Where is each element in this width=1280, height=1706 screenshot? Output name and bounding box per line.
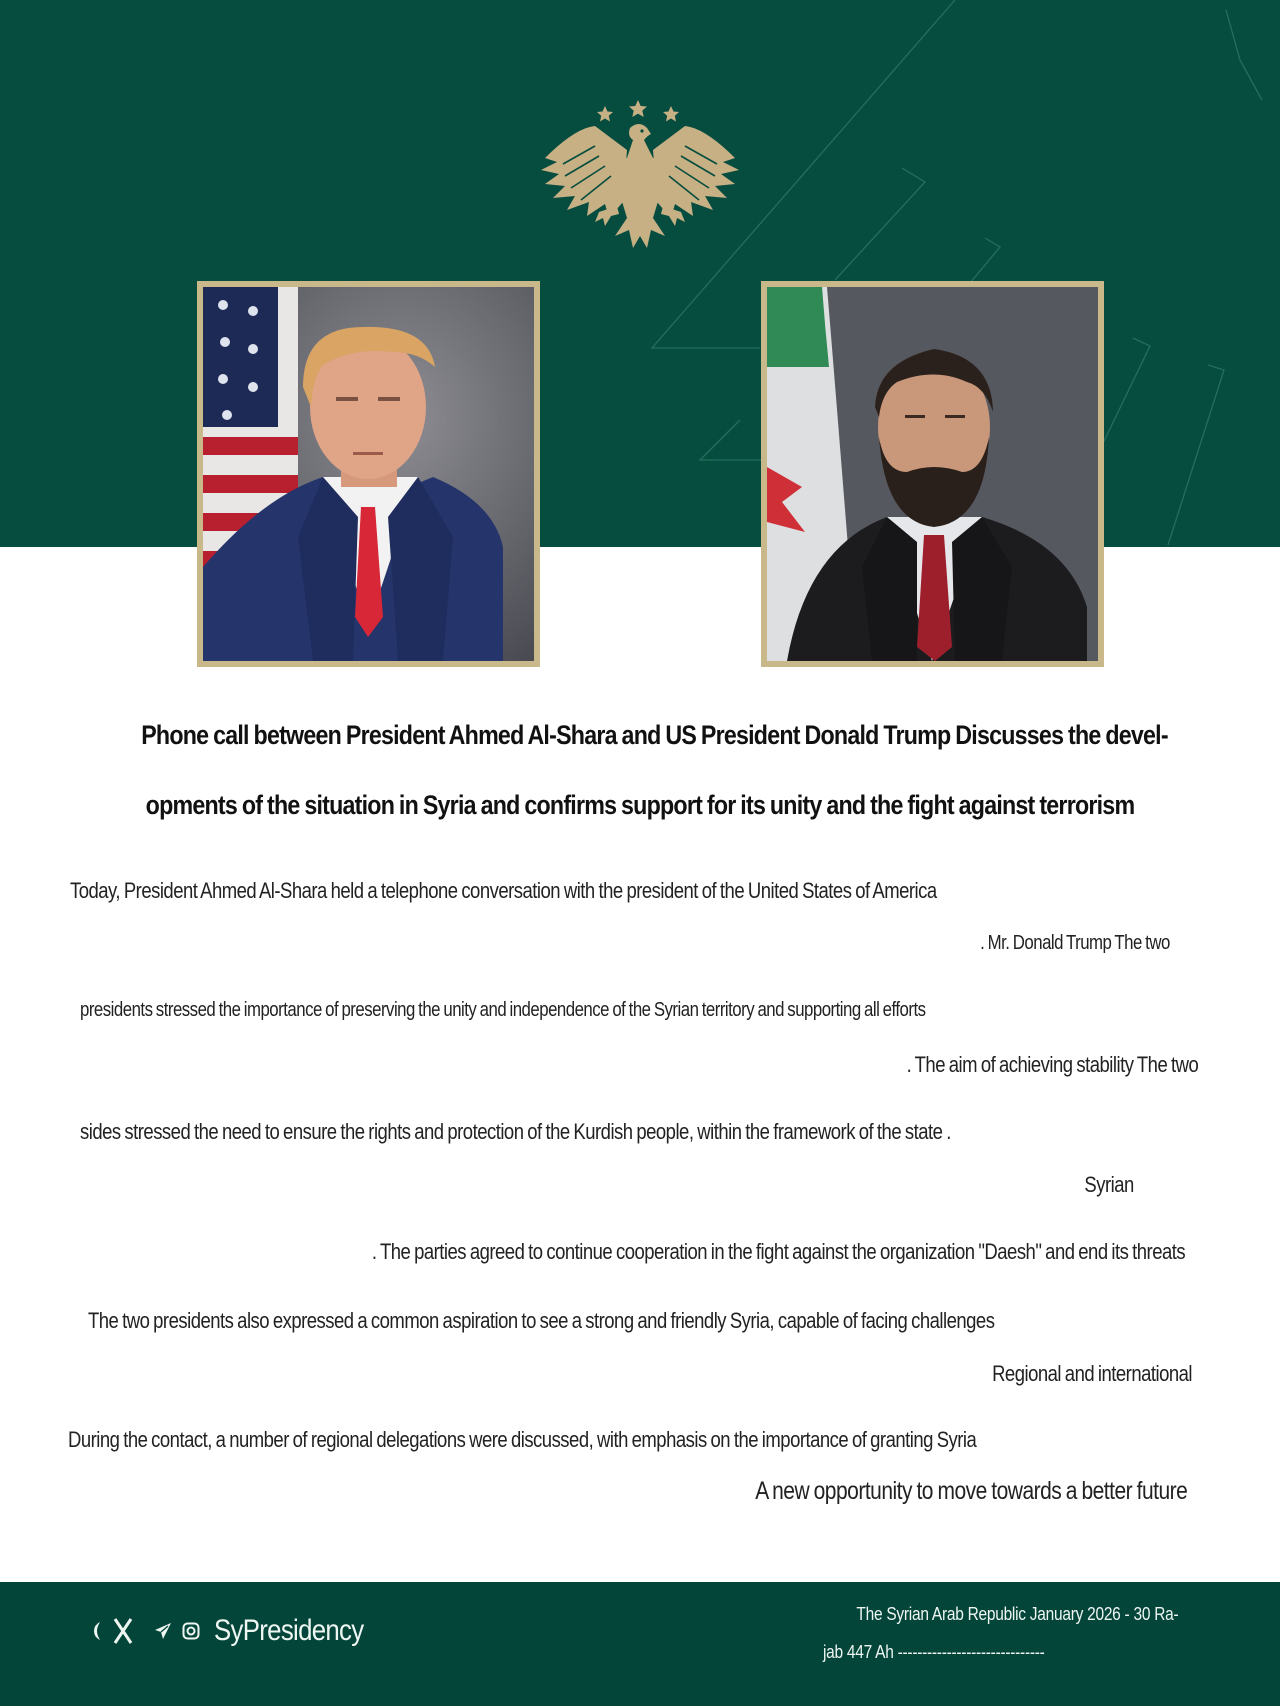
- telegram-icon[interactable]: [154, 1622, 172, 1640]
- facebook-icon[interactable]: [92, 1620, 102, 1642]
- x-icon[interactable]: [112, 1616, 134, 1646]
- portrait-al-shara: [761, 281, 1104, 667]
- body-line: . Mr. Donald Trump The two: [980, 932, 1170, 954]
- body-line: A new opportunity to move towards a better future: [754, 1477, 1187, 1505]
- eagle-emblem-icon: [535, 98, 745, 256]
- social-handle[interactable]: SyPresidency: [214, 1614, 364, 1647]
- headline: [141, 700, 1168, 840]
- footer: [0, 1582, 1280, 1706]
- portrait-photo-al-shara: [767, 287, 1098, 661]
- body-line: Syrian: [1084, 1172, 1134, 1197]
- portrait-trump: [197, 281, 540, 667]
- body-line: Today, President Ahmed Al-Shara held a telephone conversation with the president of the United States of America: [70, 878, 937, 903]
- footer-date-line: The Syrian Arab Republic January 2026 - 30 Ra-: [855, 1604, 1178, 1624]
- body-line: presidents stressed the importance of preserving the unity and independence of the Syrian territory and supporting all efforts: [80, 999, 926, 1021]
- body-line: . The aim of achieving stability The two: [906, 1052, 1198, 1077]
- social-links: [92, 1606, 388, 1656]
- instagram-icon[interactable]: [182, 1622, 200, 1640]
- portrait-photo-trump: [203, 287, 534, 661]
- body-line: . The parties agreed to continue cooperation in the fight against the organization "Daesh" and end its threats: [371, 1239, 1185, 1264]
- footer-date-line: jab 447 Ah ------------------------------: [823, 1642, 1045, 1662]
- body-line: During the contact, a number of regional delegations were discussed, with emphasis on the importance of granting Syria: [68, 1427, 977, 1452]
- headline-line: opments of the situation in Syria and confirms support for its unity and the fight against terrorism: [145, 790, 1135, 820]
- headline-line: Phone call between President Ahmed Al-Shara and US President Donald Trump Discusses the devel-: [141, 720, 1168, 750]
- body-line: The two presidents also expressed a common aspiration to see a strong and friendly Syria, capable of facing challenges: [88, 1308, 995, 1333]
- body-line: sides stressed the need to ensure the rights and protection of the Kurdish people, within the framework of the state .: [80, 1119, 951, 1144]
- body-line: Regional and international: [992, 1361, 1192, 1386]
